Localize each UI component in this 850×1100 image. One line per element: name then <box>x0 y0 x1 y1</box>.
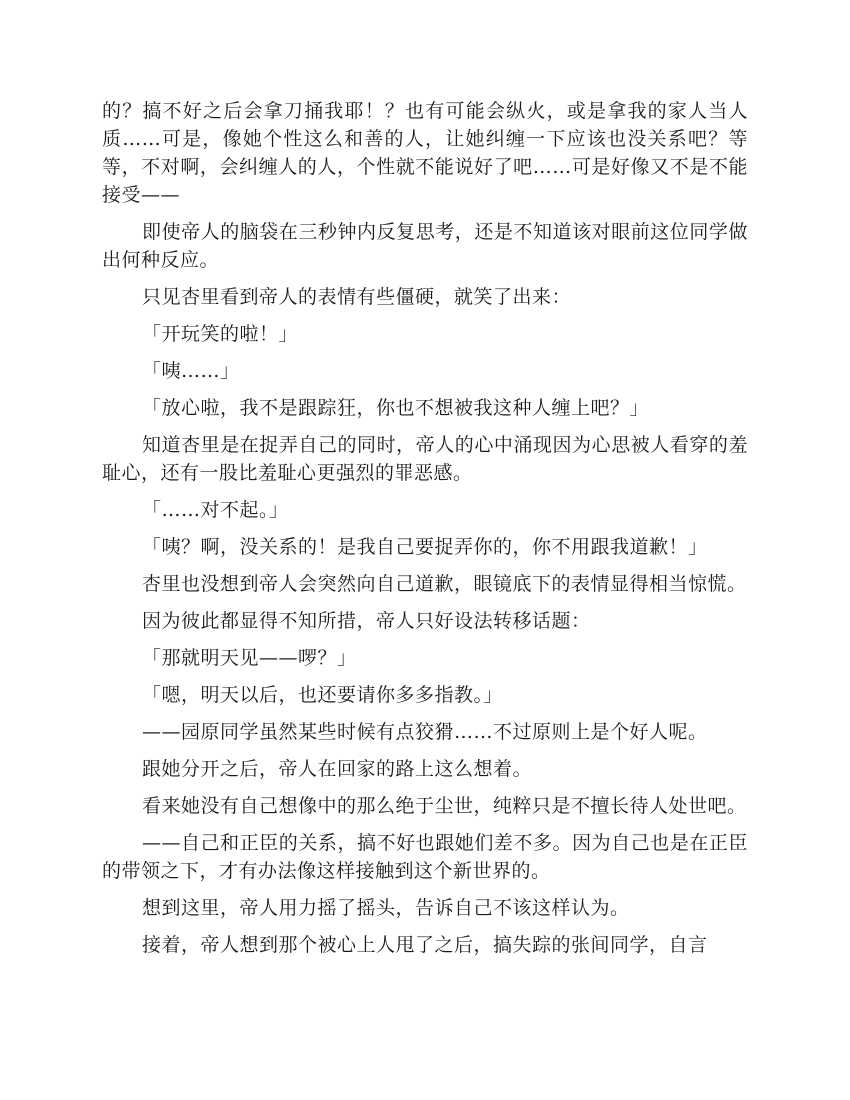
dialogue-line: 「咦……」 <box>142 360 240 382</box>
dialogue-line: 「咦？啊，没关系的！是我自己要捉弄你的，你不用跟我道歉！」 <box>142 536 708 558</box>
dialogue-line: 「嗯，明天以后，也还要请你多多指教。」 <box>142 684 504 706</box>
paragraph: 即使帝人的脑袋在三秒钟内反复思考，还是不知道该对眼前这位同学做出何种反应。 <box>102 221 748 271</box>
paragraph: 接着，帝人想到那个被心上人甩了之后，搞失踪的张间同学，自言 <box>142 934 708 956</box>
dialogue-line: 「……对不起。」 <box>142 499 289 521</box>
dialogue-line: 「那就明天见——啰？」 <box>142 647 357 669</box>
paragraph: 的？搞不好之后会拿刀捅我耶！？也有可能会纵火，或是拿我的家人当人质……可是，像她个性这么和善的人，让她纠缠一下应该也没关系吧？等等，不对啊，会纠缠人的人，个性就不能说好了吧……可是好像又不是不能接受—— <box>102 100 748 206</box>
paragraph: 知道杏里是在捉弄自己的同时，帝人的心中涌现因为心思被人看穿的羞耻心，还有一股比羞耻心更强烈的罪恶感。 <box>102 434 748 484</box>
body-text <box>102 97 748 968</box>
dialogue-line: 「开玩笑的啦！」 <box>142 323 299 345</box>
paragraph: 想到这里，帝人用力摇了摇头，告诉自己不该这样认为。 <box>142 897 630 919</box>
paragraph: 看来她没有自己想像中的那么绝于尘世，纯粹只是不擅长待人处世吧。 <box>142 795 747 817</box>
paragraph: 只见杏里看到帝人的表情有些僵硬，就笑了出来： <box>142 286 572 308</box>
dialogue-line: 「放心啦，我不是跟踪狂，你也不想被我这种人缠上吧？」 <box>142 397 650 419</box>
paragraph: ——园原同学虽然某些时候有点狡猾……不过原则上是个好人呢。 <box>142 721 708 743</box>
paragraph: 跟她分开之后，帝人在回家的路上这么想着。 <box>142 758 533 780</box>
paragraph: 杏里也没想到帝人会突然向自己道歉，眼镜底下的表情显得相当惊慌。 <box>142 573 747 595</box>
paragraph: ——自己和正臣的关系，搞不好也跟她们差不多。因为自己也是在正臣的带领之下，才有办法像这样接触到这个新世界的。 <box>102 832 748 882</box>
paragraph: 因为彼此都显得不知所措，帝人只好设法转移话题： <box>142 610 591 632</box>
